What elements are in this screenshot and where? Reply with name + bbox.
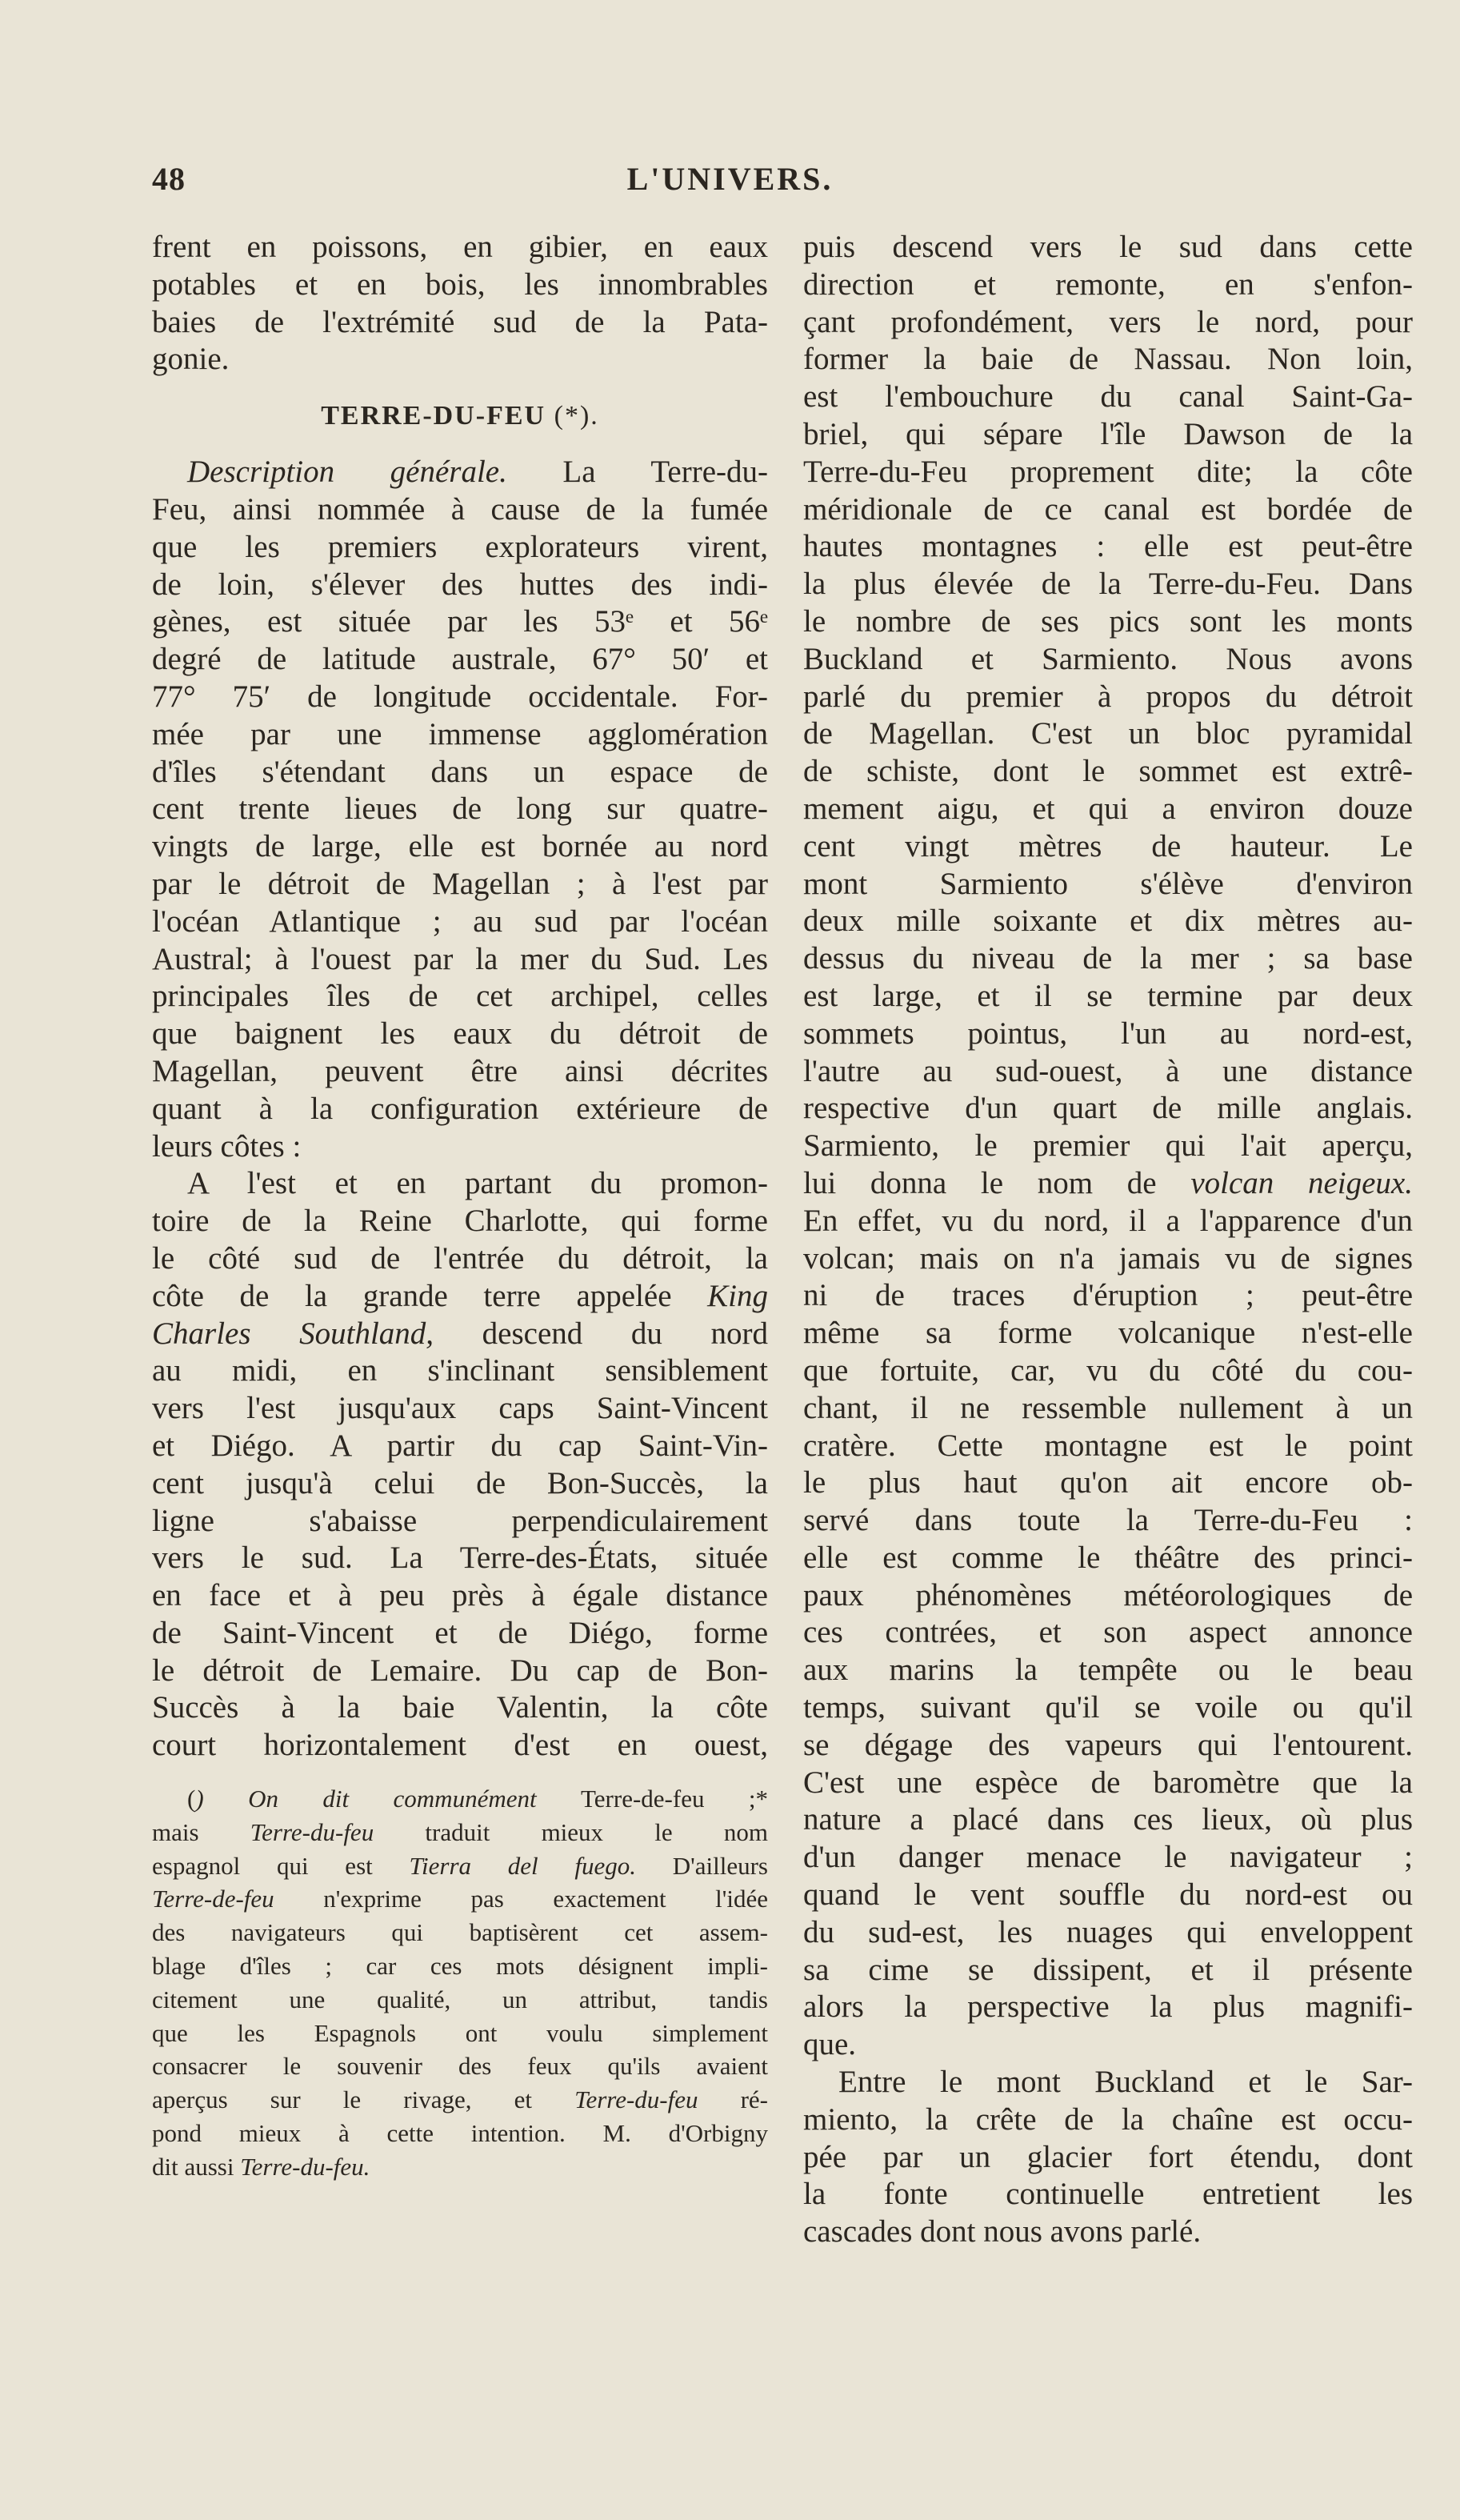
text-line: court horizontalement d'est en ouest, <box>152 1728 768 1763</box>
text-line: 77° 75′ de longitude occidentale. For- <box>152 679 768 714</box>
text-line: dit aussi Terre-du-feu. <box>152 2152 370 2181</box>
italic-text: Tierra del fuego. <box>409 1851 637 1880</box>
text-line: l'océan Atlantique ; au sud par l'océan <box>152 903 768 939</box>
text-line: nature a placé dans ces lieux, où plus <box>803 1802 1413 1837</box>
text-line: çant profondément, vers le nord, pour <box>803 304 1413 339</box>
text-line: vers l'est jusqu'aux caps Saint-Vincent <box>152 1391 768 1426</box>
right-column <box>803 229 1413 2251</box>
text-line: mont Sarmiento s'élève d'environ <box>803 866 1413 901</box>
footnote-marker: (*). <box>554 401 599 431</box>
text-line: ligne s'abaisse perpendiculairement <box>152 1503 768 1538</box>
text-line: Terre-de-feu n'exprime pas exactement l'idée <box>152 1885 768 1913</box>
right-body <box>803 229 1413 2251</box>
text-line: pée par un glacier fort étendu, dont <box>803 2139 1413 2174</box>
text-line: de loin, s'élever des huttes des indi- <box>152 567 768 602</box>
text-line: est large, et il se termine par deux <box>803 978 1413 1013</box>
text-line: est l'embouchure du canal Saint-Ga- <box>803 379 1413 415</box>
text-line: volcan; mais on n'a jamais vu de signes <box>803 1240 1413 1276</box>
text-line: potables et en bois, les innombrables <box>152 266 768 302</box>
italic-text: Terre-du-feu <box>574 2085 698 2114</box>
text-line: ni de traces d'éruption ; peut-être <box>803 1278 1413 1313</box>
text-line: vers le sud. La Terre-des-États, située <box>152 1540 768 1576</box>
text-line: que fortuite, car, vu du côté du cou- <box>803 1352 1413 1388</box>
text-line: gènes, est située par les 53ᵉ et 56ᵉ <box>152 604 768 639</box>
left-body <box>152 454 768 1765</box>
text-line: ces contrées, et son aspect annonce <box>803 1615 1413 1650</box>
text-line: Charles Southland, descend du nord <box>152 1316 768 1351</box>
paragraph <box>152 454 768 1165</box>
italic-text: Description générale. <box>187 455 507 490</box>
italic-text: Terre-de-feu <box>152 1885 274 1913</box>
text-line: principales îles de cet archipel, celles <box>152 979 768 1014</box>
text-line: Magellan, peuvent être ainsi décrites <box>152 1053 768 1088</box>
text-line: cent jusqu'à celui de Bon-Succès, la <box>152 1465 768 1500</box>
text-line: parlé du premier à propos du détroit <box>803 679 1413 714</box>
text-line: de Saint-Vincent et de Diégo, forme <box>152 1615 768 1650</box>
running-title: L'UNIVERS. <box>626 161 834 197</box>
text-line: mement aigu, et qui a environ douze <box>803 791 1413 826</box>
text-line: l'autre au sud-ouest, à une distance <box>803 1053 1413 1088</box>
text-line: hautes montagnes : elle est peut-être <box>803 529 1413 564</box>
paragraph <box>803 2064 1413 2251</box>
text-line: quand le vent souffle du nord-est ou <box>803 1877 1413 1913</box>
text-line: que. <box>803 2027 857 2062</box>
text-line: puis descend vers le sud dans cette <box>803 230 1413 264</box>
text-line: Terre-du-Feu proprement dite; la côte <box>803 454 1413 489</box>
text-line: En effet, vu du nord, il a l'apparence d'un <box>803 1203 1413 1238</box>
text-line: Buckland et Sarmiento. Nous avons <box>803 641 1413 676</box>
text-line: se dégage des vapeurs qui l'entourent. <box>803 1727 1413 1762</box>
text-line: dessus du niveau de la mer ; sa base <box>803 941 1413 976</box>
text-line: degré de latitude australe, 67° 50′ et <box>152 642 768 677</box>
text-line: toire de la Reine Charlotte, qui forme <box>152 1204 768 1239</box>
text-line: consacrer le souvenir des feux qu'ils avaient <box>152 2052 768 2081</box>
text-line: gonie. <box>152 342 230 377</box>
text-line: blage d'îles ; car ces mots désignent impli- <box>152 1952 768 1981</box>
text-line: Feu, ainsi nommée à cause de la fumée <box>152 491 768 527</box>
text-line: en face et à peu près à égale distance <box>152 1578 768 1613</box>
text-line: la fonte continuelle entretient les <box>803 2177 1413 2212</box>
text-line: temps, suivant qu'il se voile ou qu'il <box>803 1690 1413 1725</box>
text-line: au midi, en s'inclinant sensiblement <box>152 1353 768 1388</box>
text-line: lui donna le nom de volcan neigeux. <box>803 1165 1413 1200</box>
text-line: la plus élevée de la Terre-du-Feu. Dans <box>803 567 1413 602</box>
text-line: côte de la grande terre appelée King <box>152 1278 768 1313</box>
text-line: elle est comme le théâtre des princi- <box>803 1540 1413 1575</box>
text-line: Entre le mont Buckland et le Sar- <box>838 2065 1413 2100</box>
text-line: sommets pointus, l'un au nord-est, <box>803 1016 1413 1051</box>
text-line: frent en poissons, en gibier, en eaux <box>152 230 768 264</box>
text-line: espagnol qui est Tierra del fuego. D'ailleurs <box>152 1851 768 1880</box>
text-line: et Diégo. A partir du cap Saint-Vin- <box>152 1428 768 1463</box>
text-line: cascades dont nous avons parlé. <box>803 2214 1202 2250</box>
text-line: de Magellan. C'est un bloc pyramidal <box>803 716 1413 751</box>
text-line: le détroit de Lemaire. Du cap de Bon- <box>152 1653 768 1688</box>
text-line: que les premiers explorateurs virent, <box>152 529 768 564</box>
paragraph <box>803 229 1413 2064</box>
text-line: cent trente lieues de long sur quatre- <box>152 791 768 827</box>
text-line: que les Espagnols ont voulu simplement <box>152 2018 768 2047</box>
text-line: former la baie de Nassau. Non loin, <box>803 342 1413 377</box>
text-line: d'un danger menace le navigateur ; <box>803 1840 1413 1875</box>
italic-text: ) On dit communément <box>195 1785 582 1813</box>
text-line: direction et remonte, en s'enfon- <box>803 266 1413 302</box>
text-line: le plus haut qu'on ait encore ob- <box>803 1465 1413 1500</box>
text-line: A l'est et en partant du promon- <box>187 1166 768 1201</box>
text-line: pond mieux à cette intention. M. d'Orbigny <box>152 2119 768 2148</box>
text-line: chant, il ne ressemble nullement à un <box>803 1390 1413 1425</box>
text-line: d'îles s'étendant dans un espace de <box>152 754 768 789</box>
text-line: le côté sud de l'entrée du détroit, la <box>152 1240 768 1276</box>
text-line: servé dans toute la Terre-du-Feu : <box>803 1503 1413 1538</box>
section-heading-text: TERRE-DU-FEU <box>321 401 546 431</box>
text-line: cent vingt mètres de hauteur. Le <box>803 828 1413 863</box>
text-line: C'est une espèce de baromètre que la <box>803 1765 1413 1800</box>
text-line: briel, qui sépare l'île Dawson de la <box>803 416 1413 451</box>
italic-text: Terre-du-feu. <box>240 2152 370 2181</box>
text-line: le nombre de ses pics sont les monts <box>803 603 1413 639</box>
paragraph <box>152 1165 768 1765</box>
text-line: vingts de large, elle est bornée au nord <box>152 829 768 864</box>
italic-text: Terre-du-feu <box>250 1817 374 1846</box>
text-line: alors la perspective la plus magnifi- <box>803 1989 1413 2025</box>
text-line: par le détroit de Magellan ; à l'est par <box>152 866 768 901</box>
text-line: respective d'un quart de mille anglais. <box>803 1091 1413 1126</box>
text-line: baies de l'extrémité sud de la Pata- <box>152 304 768 339</box>
text-line: sa cime se dissipent, et il présente <box>803 1952 1413 1987</box>
text-line: Succès à la baie Valentin, la côte <box>152 1690 768 1725</box>
text-line: paux phénomènes météorologiques de <box>803 1577 1413 1613</box>
text-line: cratère. Cette montagne est le point <box>803 1428 1413 1463</box>
text-line: que baignent les eaux du détroit de <box>152 1016 768 1052</box>
text-line: aux marins la tempête ou le beau <box>803 1653 1413 1688</box>
text-line: deux mille soixante et dix mètres au- <box>803 903 1413 939</box>
paragraph <box>152 229 768 379</box>
intro-paragraphs <box>152 229 768 379</box>
text-line: quant à la configuration extérieure de <box>152 1091 768 1126</box>
text-line: des navigateurs qui baptisèrent cet assem- <box>152 1918 768 1947</box>
italic-text: Charles Southland, <box>152 1316 434 1351</box>
text-line: même sa forme volcanique n'est-elle <box>803 1316 1413 1351</box>
text-line: Description générale. La Terre-du- <box>187 455 768 490</box>
left-column <box>152 229 768 2184</box>
text-line: de schiste, dont le sommet est extrê- <box>803 754 1413 789</box>
italic-text: King <box>707 1278 768 1313</box>
text-line: leurs côtes : <box>152 1128 302 1164</box>
footnote <box>152 1782 768 2184</box>
text-line: () On dit communément Terre-de-feu ;* <box>187 1785 768 1813</box>
page-number: 48 <box>152 161 186 197</box>
text-line: citement une qualité, un attribut, tandis <box>152 1985 768 2013</box>
text-line: Austral; à l'ouest par la mer du Sud. Les <box>152 941 768 976</box>
text-line: aperçus sur le rivage, et Terre-du-feu ré- <box>152 2085 768 2114</box>
text-line: méridionale de ce canal est bordée de <box>803 491 1413 527</box>
text-line: Sarmiento, le premier qui l'ait aperçu, <box>803 1128 1413 1164</box>
italic-text: volcan neigeux. <box>1190 1165 1413 1200</box>
section-heading <box>152 379 768 454</box>
paragraph <box>152 1782 768 2184</box>
text-line: mais Terre-du-feu traduit mieux le nom <box>152 1817 768 1846</box>
text-line: miento, la crête de la chaîne est occu- <box>803 2101 1413 2137</box>
text-line: du sud-est, les nuages qui enveloppent <box>803 1914 1413 1949</box>
text-line: mée par une immense agglomération <box>152 716 768 751</box>
